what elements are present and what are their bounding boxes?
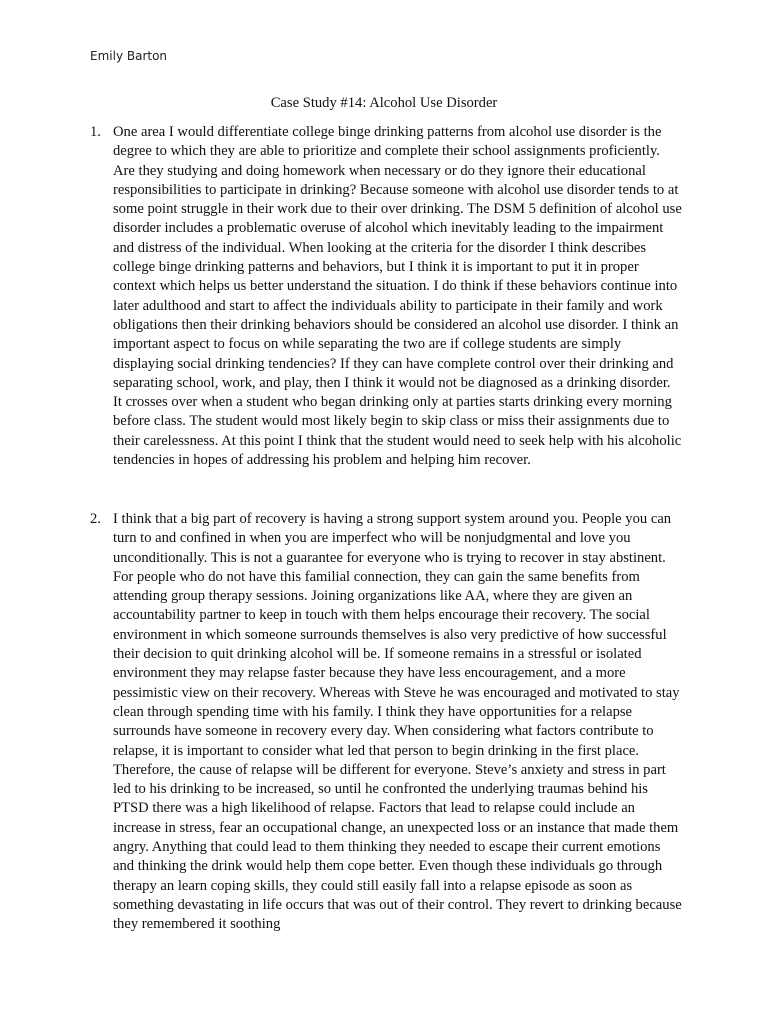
author-name: Emily Barton	[90, 49, 168, 63]
list-item-text: I think that a big part of recovery is having a strong support system around you. People you can turn to and confined in when you are imperfect who will be nonjudgmental and love you unconditionally. This is not a guarantee for everyone who is trying to recover in stay abstinent. For people who do not have this familial connection, they can gain the same benefits from attending group therapy sessions. Joining organizations like AA, where they are given an accountability partner to keep in touch with them helps encourage their recovery. The social environment in which someone surrounds themselves is also very predictive of how successful their decision to quit drinking alcohol will be. If someone remains in a stressful or isolated environment they may relapse faster because they have less encouragement, and a more pessimistic view on their recovery. Whereas with Steve he was encouraged and motivated to stay clean through spending time with his family. I think they have opportunities for a relapse surrounds have someone in recovery every day. When considering what factors contribute to relapse, it is important to consider what led that person to begin drinking in the first place. Therefore, the cause of relapse will be different for everyone. Steve’s anxiety and stress in part led to his drinking to be increased, so until he confronted the underlying traumas behind his PTSD there was a high likelihood of relapse. Factors that lead to relapse could include an increase in stress, fear an occupational change, an unexpected loss or an instance that made them angry. Anything that could lead to them thinking they needed to escape their current emotions and thinking the drink would help them cope better. Even though these individuals go through therapy an learn coping skills, they could still easily fall into a relapse episode as soon as something devastating in life occurs that was out of their control. They revert to drinking because they remembered it soothing	[113, 511, 682, 933]
list-item-text: One area I would differentiate college binge drinking patterns from alcohol use disorder is the degree to which they are able to prioritize and complete their school assignments proficiently. Are they studying and doing homework when necessary or do they ignore their educational responsibilities to participate in drinking? Because someone with alcohol use disorder tends to at some point struggle in their work due to their over drinking. The DSM 5 definition of alcohol use disorder includes a problematic overuse of alcohol which inevitably leading to the impairment and distress of the individual. When looking at the criteria for the disorder I think describes college binge drinking patterns and behaviors, but I think it is important to put it in proper context which helps us better understand the situation. I do think if these behaviors continue into later adulthood and start to affect the individuals ability to participate in their family and work obligations then their drinking behaviors should be considered an alcohol use disorder. I think an important aspect to focus on while separating the two are if college students are simply displaying social drinking tendencies? If they can have complete control over their drinking and separating school, work, and play, then I think it would not be diagnosed as a drinking disorder. It crosses over when a student who began drinking only at parties starts drinking every morning before class. The student would most likely begin to skip class or miss their assignments due to their carelessness. At this point I think that the student would need to seek help with his alcoholic tendencies in hopes of addressing his problem and helping him recover.	[113, 124, 682, 469]
document-title: Case Study #14: Alcohol Use Disorder	[270, 95, 498, 111]
list-item-number: 1.	[90, 124, 101, 140]
list-item-number: 2.	[90, 511, 101, 527]
list-item	[90, 510, 690, 935]
list-item	[90, 123, 690, 493]
